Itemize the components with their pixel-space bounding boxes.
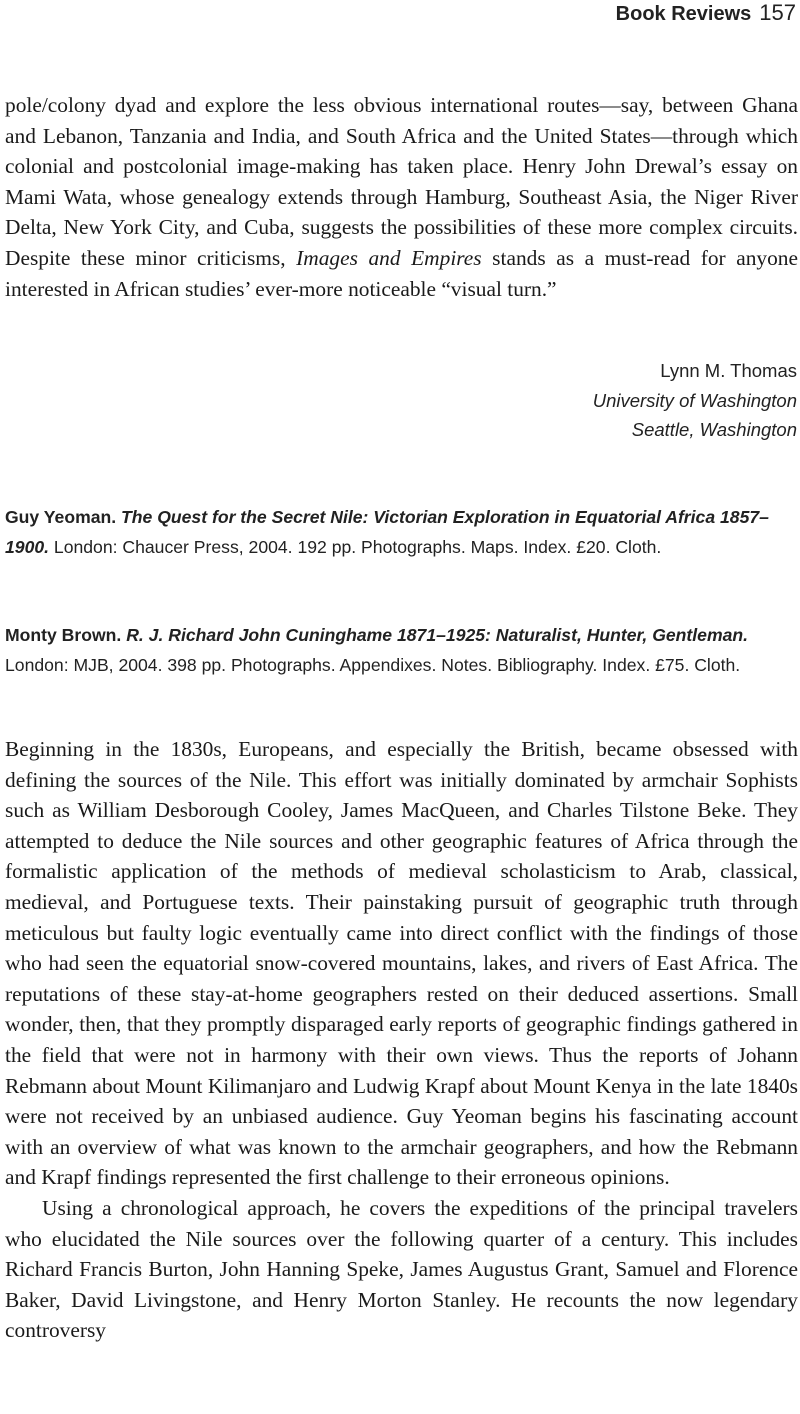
book-title-reference: Images and Empires xyxy=(296,245,482,270)
review-paragraph: Beginning in the 1830s, Europeans, and especially the British, became obsessed with defining the sources of the Nile. This effort was initially dominated by armchair Sophists such as William Desborough Cooley, James MacQueen, and Charles Tilstone Beke. They attempted to deduce the Nile sources and other geographic features of Africa through the formalistic application of the methods of medieval scholasticism to Arab, classical, medieval, and Portuguese texts. Their painstaking pursuit of geographic truth through meticulous but faulty logic eventually came into direct conflict with the findings of those who had seen the equatorial snow-covered mountains, lakes, and rivers of East Africa. The reputations of these stay-at-home geographers rested on their deduced assertions. Small wonder, then, that they promptly disparaged early reports of geographic findings gathered in the field that were not in harmony with their own views. Thus the reports of Johann Rebmann about Mount Kilimanjaro and Ludwig Krapf about Mount Kenya in the late 1840s were not received by an unbiased audience. Guy Yeoman begins his fascinating account with an overview of what was known to the armchair geographers, and how the Rebmann and Krapf findings represented the first challenge to their erroneous opinions. xyxy=(5,737,798,1190)
review-body xyxy=(5,734,798,1346)
citation-author: Monty Brown. xyxy=(5,625,122,645)
citation-details: London: Chaucer Press, 2004. 192 pp. Photographs. Maps. Index. £20. Cloth. xyxy=(53,536,662,557)
citation-title: R. J. Richard John Cuninghame 1871–1925: Naturalist, Hunter, Gentleman. xyxy=(126,625,749,645)
reviewer-name: Lynn M. Thomas xyxy=(660,360,797,381)
previous-review-paragraph: pole/colony dyad and explore the less obvious international routes—say, between Ghana and Lebanon, Tanzania and India, and South Africa and the United States—through which colonial and postcolonial image-making has taken place. Henry John Drewal’s essay on Mami Wata, whose genealogy extends through Hamburg, Southeast Asia, the Niger River Delta, New York City, and Cuba, suggests the possibilities of these more complex circuits. Despite these minor criticisms, Images and Empires stands as a must-read for anyone interested in African studies’ ever-more noticeable “visual turn.” xyxy=(5,93,798,301)
reviewer-location: Seattle, Washington xyxy=(631,419,797,440)
section-title: Book Reviews xyxy=(615,3,752,25)
reviewer-signature xyxy=(593,356,797,445)
reviewer-affiliation: University of Washington xyxy=(592,389,797,411)
review-paragraph: Using a chronological approach, he covers the expeditions of the principal travelers who elucidated the Nile sources over the following quarter of a century. This includes Richard Francis Burton, John Hanning Speke, James Augustus Grant, Samuel and Florence Baker, David Livingstone, and Henry Morton Stanley. He recounts the now legendary controversy xyxy=(5,1195,798,1343)
running-header xyxy=(616,0,796,30)
book-citation xyxy=(5,503,797,563)
citation-title: The Quest for the Secret Nile: Victorian Exploration in Equatorial Africa 1857–1900. xyxy=(5,507,769,557)
previous-review-ending xyxy=(5,90,798,304)
page-number: 157 xyxy=(759,0,796,25)
book-citation xyxy=(5,621,797,681)
citation-author: Guy Yeoman. xyxy=(5,507,117,527)
citation-details: London: MJB, 2004. 398 pp. Photographs. Appendixes. Notes. Bibliography. Index. £75. Cloth. xyxy=(5,654,741,675)
